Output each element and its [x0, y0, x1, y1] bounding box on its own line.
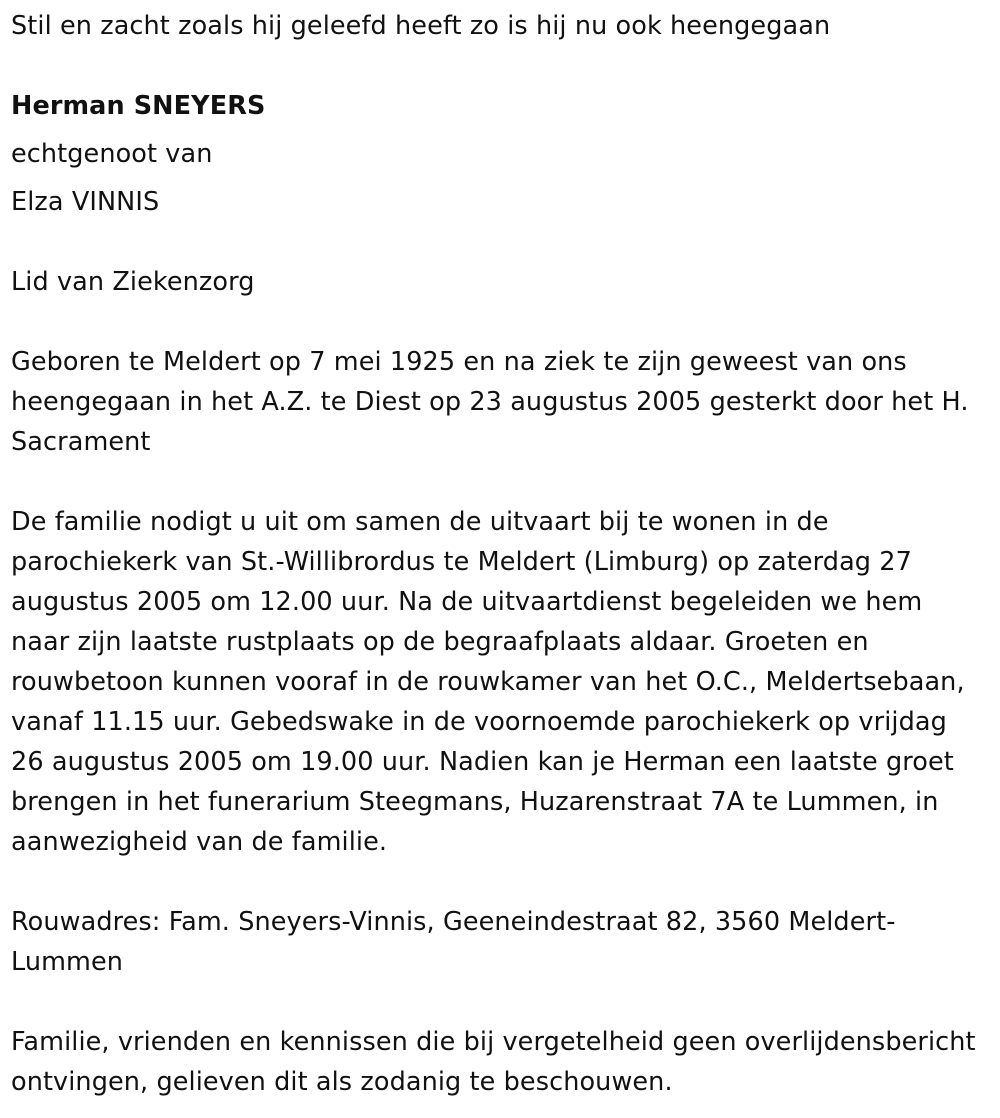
relation-label: echtgenoot van: [11, 139, 213, 169]
spouse-name: Elza VINNIS: [11, 187, 160, 217]
mourning-address: Rouwadres: Fam. Sneyers-Vinnis, Geeneindestraat 82, 3560 Meldert-Lummen: [11, 907, 896, 977]
deceased-name: Herman SNEYERS: [11, 91, 266, 121]
obituary-text: [11, 6, 986, 1102]
membership: Lid van Ziekenzorg: [11, 267, 255, 297]
birth-death-paragraph: Geboren te Meldert op 7 mei 1925 en na ziek te zijn geweest van ons heengegaan in het A.Z. te Diest op 23 augustus 2005 gesterkt door het H. Sacrament: [11, 347, 969, 457]
funeral-info-paragraph: De familie nodigt u uit om samen de uitvaart bij te wonen in de parochiekerk van St.-Willibrordus te Meldert (Limburg) op zaterdag 27 augustus 2005 om 12.00 uur. Na de uitvaartdienst begeleiden we hem naar zijn laatste rustplaats op de begraafplaats aldaar. Groeten en rouwbetoon kunnen vooraf in de rouwkamer van het O.C., Meldertsebaan, vanaf 11.15 uur. Gebedswake in de voornoemde parochiekerk op vrijdag 26 augustus 2005 om 19.00 uur. Nadien kan je Herman een laatste groet brengen in het funerarium Steegmans, Huzarenstraat 7A te Lummen, in aanwezigheid van de familie.: [11, 507, 965, 857]
motto: Stil en zacht zoals hij geleefd heeft zo is hij nu ook heengegaan: [11, 11, 831, 41]
closing-note: Familie, vrienden en kennissen die bij vergetelheid geen overlijdensbericht ontvingen, gelieven dit als zodanig te beschouwen.: [11, 1027, 976, 1097]
